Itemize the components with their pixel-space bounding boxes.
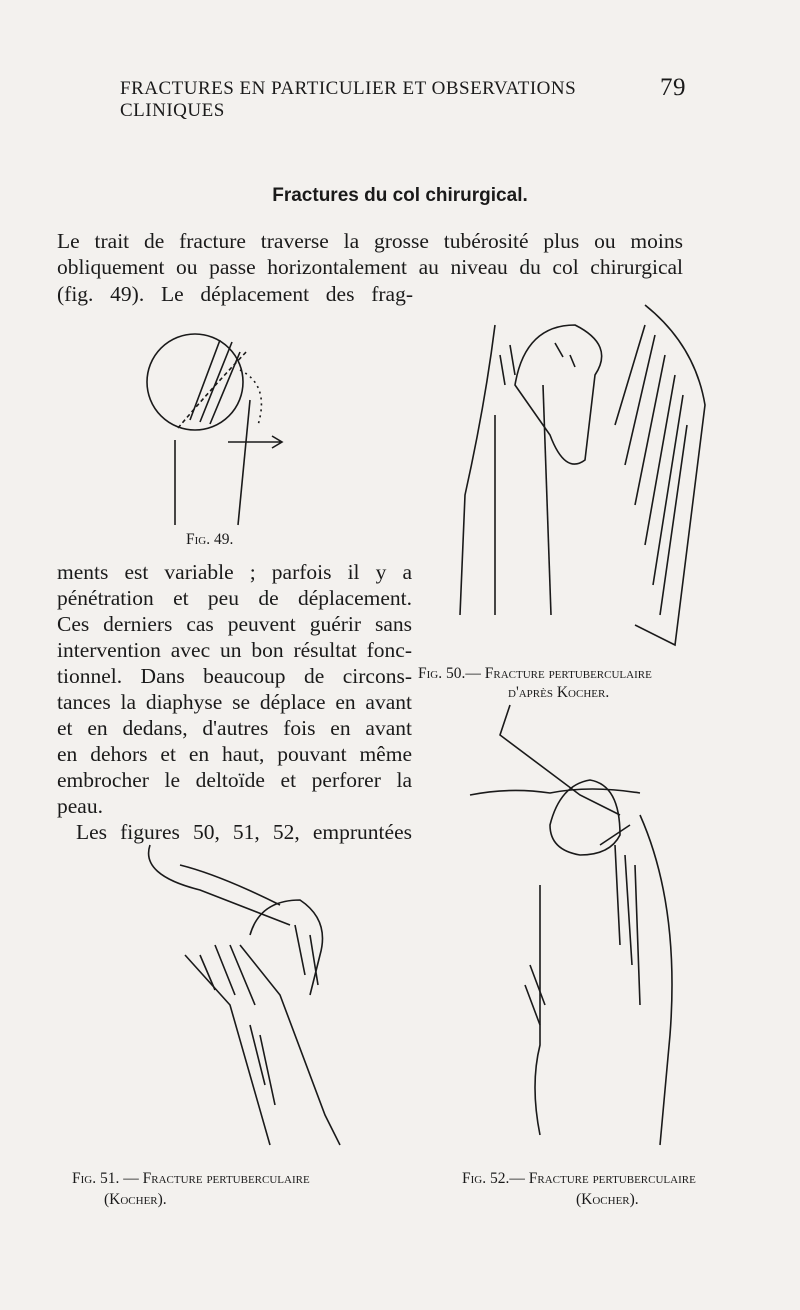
fig51-caption-line2: (Kocher).: [104, 1191, 167, 1208]
fig52-shaft-right: [640, 815, 672, 1145]
body-line-2: obliquement ou passe horizontalement au niveau du col chirurgical: [57, 255, 683, 279]
fig49-shaft-right: [238, 400, 250, 525]
column-line-11: Les figures 50, 51, 52, empruntées: [76, 820, 412, 844]
column-line-4: intervention avec un bon résultat fonc-: [57, 638, 412, 662]
column-line-10: peau.: [57, 794, 103, 818]
fig52-num: Fig. 52.: [462, 1170, 510, 1187]
column-line-3: Ces derniers cas peuvent guérir sans: [57, 612, 412, 636]
fig51-shaft-right: [180, 865, 280, 905]
fig52-caption-line1: [462, 1170, 696, 1188]
page-number: 79: [660, 74, 686, 101]
column-line-5: tionnel. Dans beaucoup de circons-: [57, 664, 412, 688]
fig51-drawing: [140, 845, 380, 1165]
fig52-upper-outline: [500, 705, 620, 815]
fig50-drawing: [455, 285, 715, 665]
running-title: FRACTURES EN PARTICULIER ET OBSERVATIONS CLINIQUES: [120, 78, 577, 121]
fig50-tuberosity-marks: [500, 343, 575, 385]
body-line-3: (fig. 49). Le déplacement des frag-: [57, 282, 413, 306]
column-line-1: ments est variable ; parfois il y a: [57, 560, 412, 584]
fig52-caption-text: — Fracture pertuberculaire: [509, 1170, 696, 1187]
fig49-caption: [186, 531, 233, 549]
fig49-label: Fig. 49.: [186, 531, 234, 548]
fig50-head-fragment: [515, 325, 602, 464]
body-line-1: Le trait de fracture traverse la grosse tubérosité plus ou moins: [57, 229, 683, 253]
fig51-caption-text: — Fracture pertuberculaire: [123, 1170, 310, 1187]
fig49-arrow: [228, 436, 282, 448]
fig52-wavy-line: [470, 789, 640, 795]
fig51-shaft-left: [149, 845, 290, 925]
fig51-num: Fig. 51.: [72, 1170, 120, 1187]
fig50-caption-text: — Fracture pertuberculaire: [465, 665, 652, 682]
column-line-2: pénétration et peu de déplacement.: [57, 586, 412, 610]
fig52-drawing: [470, 705, 690, 1165]
column-line-9: embrocher le deltoïde et perforer la: [57, 768, 412, 792]
fig50-caption-line2: d'après Kocher.: [508, 684, 610, 701]
column-line-7: et en dedans, d'autres fois en avant: [57, 716, 412, 740]
fig50-hatching: [615, 325, 687, 615]
column-line-6: tances la diaphyse se déplace en avant: [57, 690, 412, 714]
fig51-hatching: [200, 925, 318, 1105]
fig50-shaft-outer-left: [460, 325, 495, 615]
fig49-drawing: [140, 330, 310, 530]
fig50-num: Fig. 50.: [418, 665, 466, 682]
fig50-caption-line1: [418, 665, 652, 683]
fig50-shaft-inner-right: [543, 385, 551, 615]
section-title: Fractures du col chirurgical.: [272, 185, 528, 206]
fig52-shaft-left: [535, 885, 540, 1135]
fig52-caption-line2: (Kocher).: [576, 1191, 639, 1208]
fig52-hatching: [525, 845, 640, 1025]
fig51-caption-line1: [72, 1170, 310, 1188]
column-line-8: en dehors et en haut, pouvant même: [57, 742, 412, 766]
